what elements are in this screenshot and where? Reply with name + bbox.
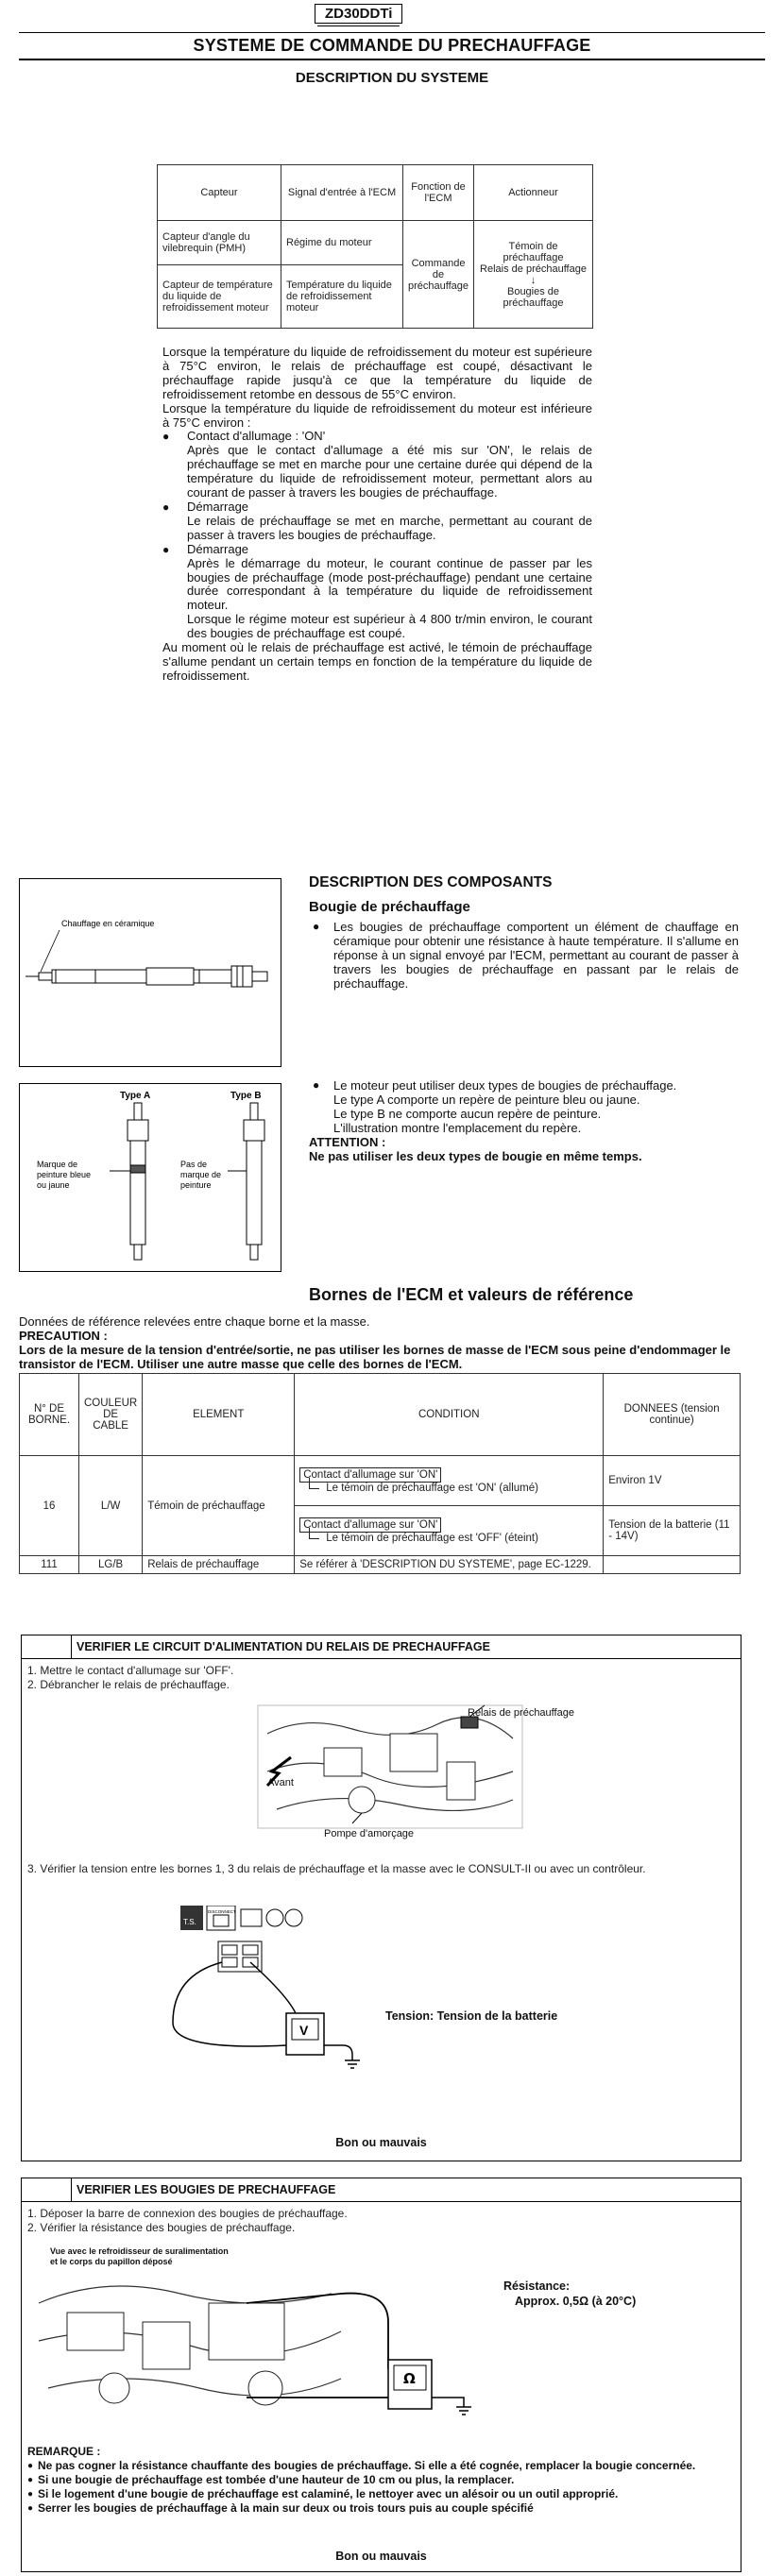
actuator-indicator: Témoin de préchauffage <box>503 240 564 263</box>
bullet-text: Après que le contact d'allumage a été mis sur 'ON', le relais de préchauffage se met en marche pour une certaine durée qui dépend de la température du liquide de refroidissement moteur, permettant alors au courant de passer à travers les bougies de préchauffage. <box>187 443 592 500</box>
header-cell: CONDITION <box>295 1374 604 1456</box>
step-line: 3. Vérifier la tension entre les bornes 1, 3 du relais de préchauffage et la masse avec le CONSULT-II ou avec un contrôleur. <box>27 1862 646 1875</box>
ohmmeter-symbol: Ω <box>403 2370 416 2387</box>
components-list <box>309 920 739 991</box>
front-label: Avant <box>267 1777 294 1788</box>
step-instructions <box>27 1664 233 1692</box>
actuator-relay: Relais de préchauffage <box>480 263 587 275</box>
list-item <box>309 1078 739 1135</box>
header-cell: Fonction de l'ECM <box>403 165 474 221</box>
ecm-table <box>19 1373 741 1574</box>
model-tag: ZD30DDTi <box>315 4 402 24</box>
paint-mark-label: peinture bleue <box>37 1170 92 1179</box>
bullet-title: ● Démarrage <box>187 499 249 514</box>
tester-icons <box>180 1906 313 1934</box>
components-subtitle: Bougie de préchauffage <box>309 899 470 915</box>
header-cell: COULEUR DE CABLE <box>79 1374 143 1456</box>
function-cell: Commande de préchauffage <box>403 221 474 329</box>
data-cell: Environ 1V <box>604 1456 741 1506</box>
header-cell: DONNEES (tension continue) <box>604 1374 741 1456</box>
condition-sub: Le témoin de préchauffage est 'OFF' (éteint) <box>299 1533 598 1544</box>
header-cell: Actionneur <box>474 165 593 221</box>
resistance-heading: Résistance: <box>503 2279 571 2293</box>
condition-box: Contact d'allumage sur 'ON' <box>299 1517 441 1533</box>
bullet-text: Après le démarrage du moteur, le courant continue de passer par les bougies de préchauffage (mode post-préchauffage) pendant une certaine durée correspondant à la température du liquide de refroidissement moteur. <box>187 555 592 613</box>
pump-label: Pompe d'amorçage <box>324 1828 415 1839</box>
terminal-cell: 111 <box>20 1556 79 1574</box>
voltage-spec: Tension: Tension de la batterie <box>385 2009 558 2023</box>
step-line: 2. Débrancher le relais de préchauffage. <box>27 1678 230 1691</box>
signal-cell: Régime du moteur <box>281 221 403 265</box>
list-item <box>162 543 592 641</box>
ts-icon: T.S. <box>183 1918 196 1926</box>
header-cell: ELEMENT <box>143 1374 295 1456</box>
step-line: 1. Mettre le contact d'allumage sur 'OFF'. <box>27 1664 234 1677</box>
resistance-value: Approx. 0,5Ω (à 20°C) <box>515 2295 637 2308</box>
step-line: 1. Déposer la barre de connexion des bougies de préchauffage. <box>27 2207 348 2220</box>
bullet-text: Lorsque le régime moteur est supérieur à 4 800 tr/min environ, le courant des bougies de préchauffage est coupé. <box>187 612 592 641</box>
step-relay-power <box>21 1635 741 2161</box>
figure-note-line: et le corps du papillon déposé <box>50 2257 173 2266</box>
list-item <box>162 500 592 543</box>
remarks-heading: REMARQUE : <box>27 2445 101 2458</box>
ecm-intro: Données de référence relevées entre chaque borne et la masse. <box>19 1314 370 1329</box>
system-description <box>162 346 592 684</box>
list-item: ● Si une bougie de préchauffage est tombée d'une hauteur de 10 cm ou plus, la remplacer. <box>27 2473 734 2487</box>
title-rule <box>19 59 765 60</box>
list-item: ● Serrer les bougies de préchauffage à la main sur deux ou trois tours puis au couple spécifié <box>27 2501 734 2516</box>
remarks <box>27 2445 734 2516</box>
step-check-glow-plugs <box>21 2178 741 2572</box>
list-item: ● Si le logement d'une bougie de préchauffage est calaminé, le nettoyer avec un alésoir ou un outil approprié. <box>27 2487 734 2501</box>
voltmeter-circuit <box>163 1938 390 2070</box>
condition-cell: Se référer à 'DESCRIPTION DU SYSTEME', page EC-1229. <box>295 1556 604 1574</box>
data-cell: Tension de la batterie (11 - 14V) <box>604 1506 741 1556</box>
item-cell: Témoin de préchauffage <box>143 1456 295 1556</box>
figure-label: Chauffage en céramique <box>61 919 155 928</box>
attention-heading: ATTENTION : <box>309 1135 386 1149</box>
ok-or-bad: Bon ou mauvais <box>335 2550 427 2563</box>
paint-mark-label: ou jaune <box>37 1180 70 1190</box>
step-header <box>22 1635 741 1659</box>
step-header <box>22 2178 741 2202</box>
table-row <box>20 1556 741 1574</box>
header-cell: Capteur <box>158 165 281 221</box>
components-title: DESCRIPTION DES COMPOSANTS <box>309 874 553 890</box>
glow-plug-types-drawing <box>20 1084 281 1271</box>
step-tab <box>22 2178 72 2201</box>
paint-mark-label: Marque de <box>37 1160 78 1169</box>
step-title: VERIFIER LES BOUGIES DE PRECHAUFFAGE <box>77 2183 336 2196</box>
header-rule <box>19 32 765 33</box>
data-cell <box>604 1556 741 1574</box>
relay-label: Relais de préchauffage <box>468 1707 574 1719</box>
signal-cell: Température du liquide de refroidissement moteur <box>281 265 403 329</box>
glow-plug-drawing <box>20 879 281 1066</box>
page-title: SYSTEME DE COMMANDE DU PRECHAUFFAGE <box>193 36 591 55</box>
step-tab <box>22 1635 72 1658</box>
header-cell: N° DE BORNE. <box>20 1374 79 1456</box>
condition-box: Contact d'allumage sur 'ON' <box>299 1467 441 1483</box>
voltmeter-symbol: V <box>299 2023 309 2038</box>
table-header-row <box>158 165 593 221</box>
figure-note-line: Vue avec le refroidisseur de suralimentation <box>50 2246 229 2256</box>
ecm-title: Bornes de l'ECM et valeurs de référence <box>309 1285 634 1304</box>
list-item <box>162 430 592 500</box>
bullet-list <box>162 430 592 641</box>
step-title: VERIFIER LE CIRCUIT D'ALIMENTATION DU RELAIS DE PRECHAUFFAGE <box>77 1640 490 1653</box>
glow-plug-figure <box>19 878 281 1067</box>
color-cell: LG/B <box>79 1556 143 1574</box>
condition-sub: Le témoin de préchauffage est 'ON' (allumé) <box>299 1483 598 1494</box>
glow-plug-types-figure <box>19 1083 281 1272</box>
condition-cell <box>295 1506 604 1556</box>
section-title: DESCRIPTION DU SYSTEME <box>295 70 489 86</box>
attention-text: Ne pas utiliser les deux types de bougie en même temps. <box>309 1149 642 1163</box>
bullet-title: ● Démarrage <box>187 541 249 556</box>
bullet-text: Le type A comporte un repère de peinture bleu ou jaune. <box>333 1093 640 1107</box>
table-row <box>20 1456 741 1506</box>
terminal-cell: 16 <box>20 1456 79 1556</box>
bullet-text: Le type B ne comporte aucun repère de peinture. <box>333 1107 602 1121</box>
list-item: ● Les bougies de préchauffage comportent un élément de chauffage en céramique pour obtenir une résistance à haute température. Il s'allume en réponse à un signal envoyé par l'ECM, permettant au courant de passer à travers les bougies de préchauffage en passant par le relais de préchauffage. <box>309 920 739 991</box>
item-cell: Relais de préchauffage <box>143 1556 295 1574</box>
header-cell: Signal d'entrée à l'ECM <box>281 165 403 221</box>
remarks-list <box>27 2459 734 2516</box>
table-row <box>158 221 593 265</box>
color-cell: L/W <box>79 1456 143 1556</box>
step-instructions <box>27 2207 348 2235</box>
actuator-arrow: ↓ <box>530 274 537 286</box>
bullet-text: Le relais de préchauffage se met en marche, permettant au courant de passer à travers les bougies de préchauffage. <box>187 513 592 542</box>
bullet-text: L'illustration montre l'emplacement du repère. <box>333 1121 582 1135</box>
paragraph: Au moment où le relais de préchauffage est activé, le témoin de préchauffage s'allume pendant un certain temps en fonction de la température du liquide de refroidissement. <box>162 640 592 683</box>
components-list-2 <box>309 1078 739 1163</box>
precaution-text: Lors de la mesure de la tension d'entrée/sortie, ne pas utiliser les bornes de masse de l'ECM sous peine d'endommager le transistor de l'ECM. Utiliser une autre masse que celle des bornes de l'ECM. <box>19 1343 731 1371</box>
list-item: ● Ne pas cogner la résistance chauffante des bougies de préchauffage. Si elle a été cognée, remplacer la bougie concernée. <box>27 2459 734 2473</box>
sensor-cell: Capteur de température du liquide de refroidissement moteur <box>158 265 281 329</box>
bullet-title: ● Contact d'allumage : 'ON' <box>187 429 326 444</box>
figure-note <box>50 2246 229 2267</box>
resistance-spec <box>503 2279 636 2309</box>
system-table <box>157 164 593 329</box>
actuator-cell <box>474 221 593 329</box>
paragraph: Lorsque la température du liquide de refroidissement du moteur est inférieure à 75°C environ : <box>162 400 592 430</box>
no-mark-label: marque de <box>180 1170 222 1179</box>
actuator-plugs: Bougies de préchauffage <box>503 285 564 309</box>
table-header-row <box>20 1374 741 1456</box>
sensor-cell: Capteur d'angle du vilebrequin (PMH) <box>158 221 281 265</box>
no-mark-label: peinture <box>180 1180 212 1190</box>
glow-plug-measure-drawing <box>29 2265 502 2426</box>
type-a-label: Type A <box>120 1091 151 1101</box>
type-b-label: Type B <box>230 1091 262 1101</box>
ok-or-bad: Bon ou mauvais <box>335 2136 427 2149</box>
condition-cell <box>295 1456 604 1506</box>
step-line: 2. Vérifier la résistance des bougies de préchauffage. <box>27 2221 296 2234</box>
bullet-text: ● Le moteur peut utiliser deux types de bougies de préchauffage. <box>333 1078 677 1093</box>
disconnect-icon: DISCONNECT <box>208 1909 236 1914</box>
precaution-heading: PRECAUTION : <box>19 1329 108 1343</box>
tool-icons <box>180 1906 313 1934</box>
no-mark-label: Pas de <box>180 1160 208 1169</box>
paragraph: Lorsque la température du liquide de refroidissement du moteur est supérieure à 75°C environ, le relais de préchauffage est coupé, désactivant le préchauffage rapide jusqu'à ce que la température du liquide de refroidissement retombe en dessous de 55°C environ. <box>162 345 592 401</box>
